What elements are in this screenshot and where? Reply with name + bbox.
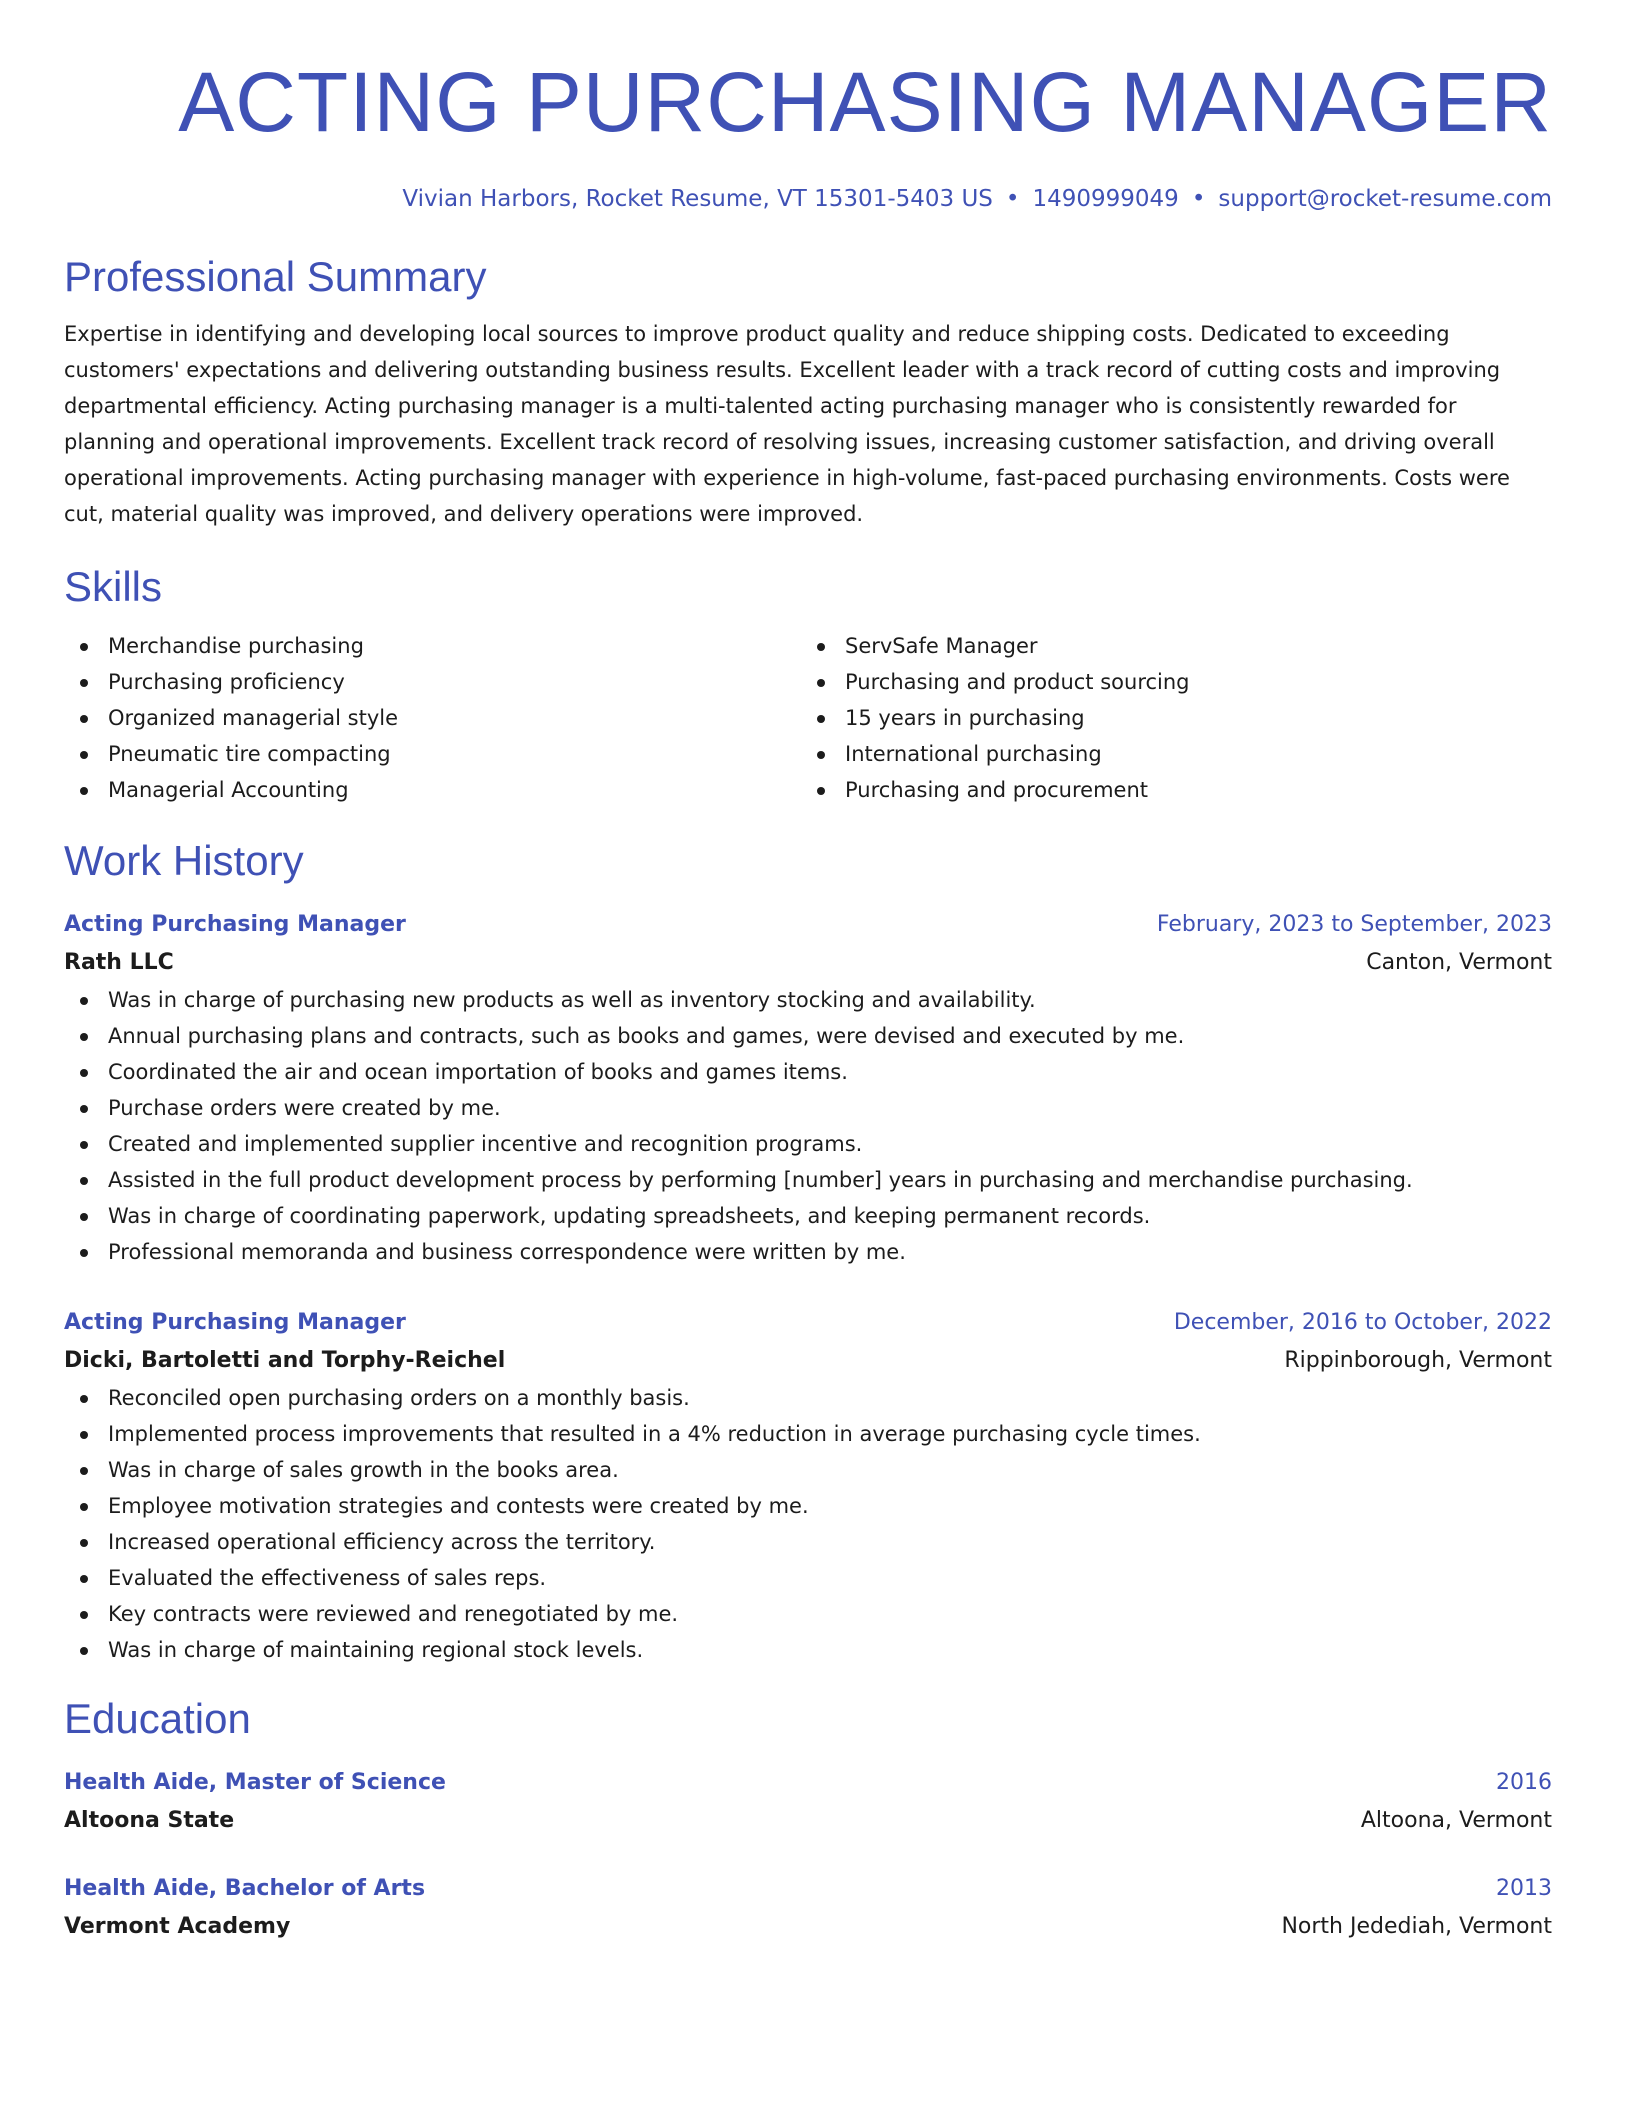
skills-heading: Skills [64,563,163,610]
job-bullet: Professional memoranda and business correspondence were written by me. [64,1234,1552,1270]
skill-item: Organized managerial style [64,700,801,736]
education-entry [64,1870,1552,1946]
resume-title: ACTING PURCHASING MANAGER [178,55,1552,149]
bullet-dot [80,679,88,687]
bullet-dot [80,1249,88,1257]
education-degree: Health Aide, Bachelor of Arts [64,1876,426,1901]
bullet-dot [80,1503,88,1511]
education-header-row [64,1764,1552,1802]
skill-item: ServSafe Manager [801,628,1538,664]
contact-email[interactable]: support@rocket-resume.com [1218,186,1552,212]
job-role: Acting Purchasing Manager [64,912,406,937]
education-school: Vermont Academy [64,1914,291,1939]
education-header-row [64,1870,1552,1908]
skill-item: International purchasing [801,736,1538,772]
bullet-dot [80,1539,88,1547]
education-school: Altoona State [64,1808,235,1833]
job-location: Canton, Vermont [1366,950,1552,975]
job-bullet: Annual purchasing plans and contracts, such as books and games, were devised and executed by me. [64,1018,1552,1054]
skill-item: Merchandise purchasing [64,628,801,664]
bullet-dot [80,1431,88,1439]
summary-heading: Professional Summary [64,253,487,300]
bullet-dot [80,1467,88,1475]
bullet-dot [817,643,825,651]
bullet-dot [817,751,825,759]
job-header-row [64,906,1552,944]
job-entry [64,1304,1552,1668]
resume-header [64,52,1552,214]
job-bullet: Assisted in the full product development process by performing [number] years in purchasing and merchandise purchasing. [64,1162,1552,1198]
education-location: Altoona, Vermont [1360,1808,1552,1833]
job-entry [64,906,1552,1270]
job-bullet: Implemented process improvements that resulted in a 4% reduction in average purchasing cycle times. [64,1416,1552,1452]
job-company: Rath LLC [64,950,174,975]
job-dates: December, 2016 to October, 2022 [1173,1310,1552,1335]
job-bullet: Was in charge of coordinating paperwork, updating spreadsheets, and keeping permanent records. [64,1198,1552,1234]
education-location: North Jedediah, Vermont [1281,1914,1552,1939]
bullet-dot [80,1395,88,1403]
bullet-dot [80,1213,88,1221]
education-year: 2013 [1496,1876,1552,1901]
education-entry [64,1764,1552,1840]
education-school-row [64,1908,1552,1946]
skills-column-left [64,628,801,808]
job-bullet: Created and implemented supplier incentive and recognition programs. [64,1126,1552,1162]
job-location: Rippinborough, Vermont [1284,1348,1552,1373]
job-bullet: Coordinated the air and ocean importation of books and games items. [64,1054,1552,1090]
skills-column-right [801,628,1538,808]
job-dates: February, 2023 to September, 2023 [1156,912,1552,937]
job-header-row [64,1304,1552,1342]
bullet-dot [80,1069,88,1077]
bullet-dot [80,1575,88,1583]
work-history-heading: Work History [64,837,304,884]
contact-line [64,184,1552,214]
skill-item: Purchasing and procurement [801,772,1538,808]
job-responsibilities [64,1380,1552,1668]
summary-text: Expertise in identifying and developing local sources to improve product quality and reduce shipping costs. Dedicated to exceeding customers' expectations and delivering outstanding business results. Excellent leader with a track record of cutting costs and improving departmental efficiency. Acting purchasing manager is a multi-talented acting purchasing manager who is consistently rewarded for planning and operational improvements. Excellent track record of resolving issues, increasing customer satisfaction, and driving overall operational improvements. Acting purchasing manager with experience in high-volume, fast-paced purchasing environments. Costs were cut, material quality was improved, and delivery operations were improved. [64,322,1510,526]
skill-item: Managerial Accounting [64,772,801,808]
bullet-dot [80,1033,88,1041]
job-bullet: Increased operational efficiency across the territory. [64,1524,1552,1560]
job-company-row [64,944,1552,982]
job-bullet: Evaluated the effectiveness of sales reps. [64,1560,1552,1596]
contact-phone[interactable]: 1490999049 [1032,186,1179,212]
contact-address: Vivian Harbors, Rocket Resume, VT 15301-5403 US [402,186,993,212]
education-year: 2016 [1496,1770,1552,1795]
job-bullet: Was in charge of purchasing new products as well as inventory stocking and availability. [64,982,1552,1018]
bullet-dot [80,787,88,795]
bullet-dot [80,1141,88,1149]
job-bullet: Was in charge of sales growth in the books area. [64,1452,1552,1488]
skill-item: Purchasing proficiency [64,664,801,700]
bullet-dot [80,715,88,723]
contact-separator: • [1005,186,1020,212]
bullet-dot [80,643,88,651]
education-degree: Health Aide, Master of Science [64,1770,446,1795]
bullet-dot [80,1647,88,1655]
contact-separator: • [1191,186,1206,212]
job-bullet: Employee motivation strategies and contests were created by me. [64,1488,1552,1524]
bullet-dot [817,679,825,687]
education-heading: Education [64,1695,251,1742]
education-school-row [64,1802,1552,1840]
bullet-dot [80,751,88,759]
bullet-dot [817,787,825,795]
skill-item: Purchasing and product sourcing [801,664,1538,700]
skill-item: Pneumatic tire compacting [64,736,801,772]
bullet-dot [80,1177,88,1185]
job-role: Acting Purchasing Manager [64,1310,406,1335]
job-company: Dicki, Bartoletti and Torphy-Reichel [64,1348,506,1373]
bullet-dot [817,715,825,723]
bullet-dot [80,1105,88,1113]
job-bullet: Reconciled open purchasing orders on a monthly basis. [64,1380,1552,1416]
job-bullet: Key contracts were reviewed and renegotiated by me. [64,1596,1552,1632]
job-responsibilities [64,982,1552,1270]
skills-list [64,628,1552,808]
bullet-dot [80,1611,88,1619]
skill-item: 15 years in purchasing [801,700,1538,736]
job-bullet: Purchase orders were created by me. [64,1090,1552,1126]
bullet-dot [80,997,88,1005]
job-bullet: Was in charge of maintaining regional stock levels. [64,1632,1552,1668]
job-company-row [64,1342,1552,1380]
